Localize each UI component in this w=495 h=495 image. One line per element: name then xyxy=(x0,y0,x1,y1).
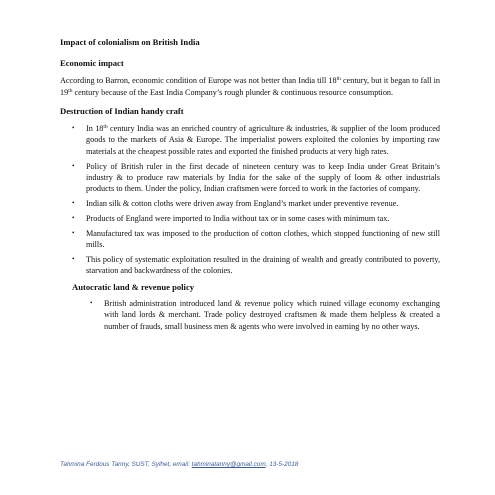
bullet-icon: • xyxy=(72,255,75,264)
destruction-heading: Destruction of Indian handy craft xyxy=(60,106,184,116)
list-item xyxy=(72,254,440,277)
list-item xyxy=(72,228,440,251)
destruction-list xyxy=(72,123,440,277)
autocratic-policy-heading: Autocratic land & revenue policy xyxy=(72,281,195,292)
list-item-text: Policy of British ruler in the first decade of nineteen century was to keep India under Great Britain’s industry & to produce raw materials by India for the sake of the supply of loom & other industrials products to them. Under the policy, Indian craftsmen were forced to work in the factories of company. xyxy=(86,161,440,194)
bullet-icon: • xyxy=(90,298,93,307)
superscript: th xyxy=(336,76,341,82)
list-item xyxy=(72,161,440,195)
list-item-text: Indian silk & cotton cloths were driven away from England’s market under preventive revenue. xyxy=(86,199,399,209)
document-content xyxy=(60,36,440,335)
list-item-text: century India was an enriched country of agriculture & industries, & supplier of the loom produced goods to the markets of Asia & Europe. The imperialist powers exploited the colonies by importing raw materials at the cheapest possible rates and exported the finished products at very high rates. xyxy=(86,124,440,156)
list-item xyxy=(90,298,440,332)
list-item xyxy=(72,213,440,224)
list-item-text: In 18 xyxy=(86,124,104,133)
list-item xyxy=(72,198,440,209)
economic-impact-heading: Economic impact xyxy=(60,58,124,68)
footer-date: , 13-5-2018 xyxy=(265,461,299,468)
bullet-icon: • xyxy=(72,124,75,132)
bullet-icon: • xyxy=(72,214,75,223)
superscript: th xyxy=(103,124,108,130)
document-title: Impact of colonialism on British India xyxy=(60,37,200,47)
bullet-icon: • xyxy=(72,161,75,170)
bullet-icon: • xyxy=(72,199,75,208)
economic-impact-paragraph xyxy=(60,75,440,99)
list-item-text: Products of England were imported to India without tax or in some cases with minimum tax. xyxy=(86,214,390,224)
list-item xyxy=(72,123,440,157)
footer-email-link[interactable]: tahminatanny@gmail.com xyxy=(191,461,266,468)
paragraph-text: century because of the East India Company’s rough plunder & continuous resource consumption. xyxy=(72,88,394,97)
paragraph-text: According to Barron, economic condition of Europe was not better than India till 18 xyxy=(60,76,337,85)
list-item-text: British administration introduced land & revenue policy which ruined village economy exchanging with land lords & merchant. Trade policy destroyed craftsmen & made them helpless & created a number of frauds, small business men & agents who were involved in earning by no other ways. xyxy=(104,298,440,331)
superscript: th xyxy=(68,88,73,94)
autocratic-policy-list xyxy=(90,298,440,332)
list-item-text: This policy of systematic exploitation resulted in the draining of wealth and greatly contributed to poverty, starvation and backwardness of the colonies. xyxy=(86,255,440,276)
list-item-text: Manufactured tax was imposed to the production of cotton clothes, which stopped functioning of new still mills. xyxy=(86,228,440,250)
page-footer xyxy=(60,461,298,468)
bullet-icon: • xyxy=(72,228,75,237)
paragraph-text: century, but it began to fall in 19 xyxy=(60,76,440,97)
footer-author: Tahmina Ferdous Tanny, SUST, Sylhet, email: xyxy=(60,461,192,468)
